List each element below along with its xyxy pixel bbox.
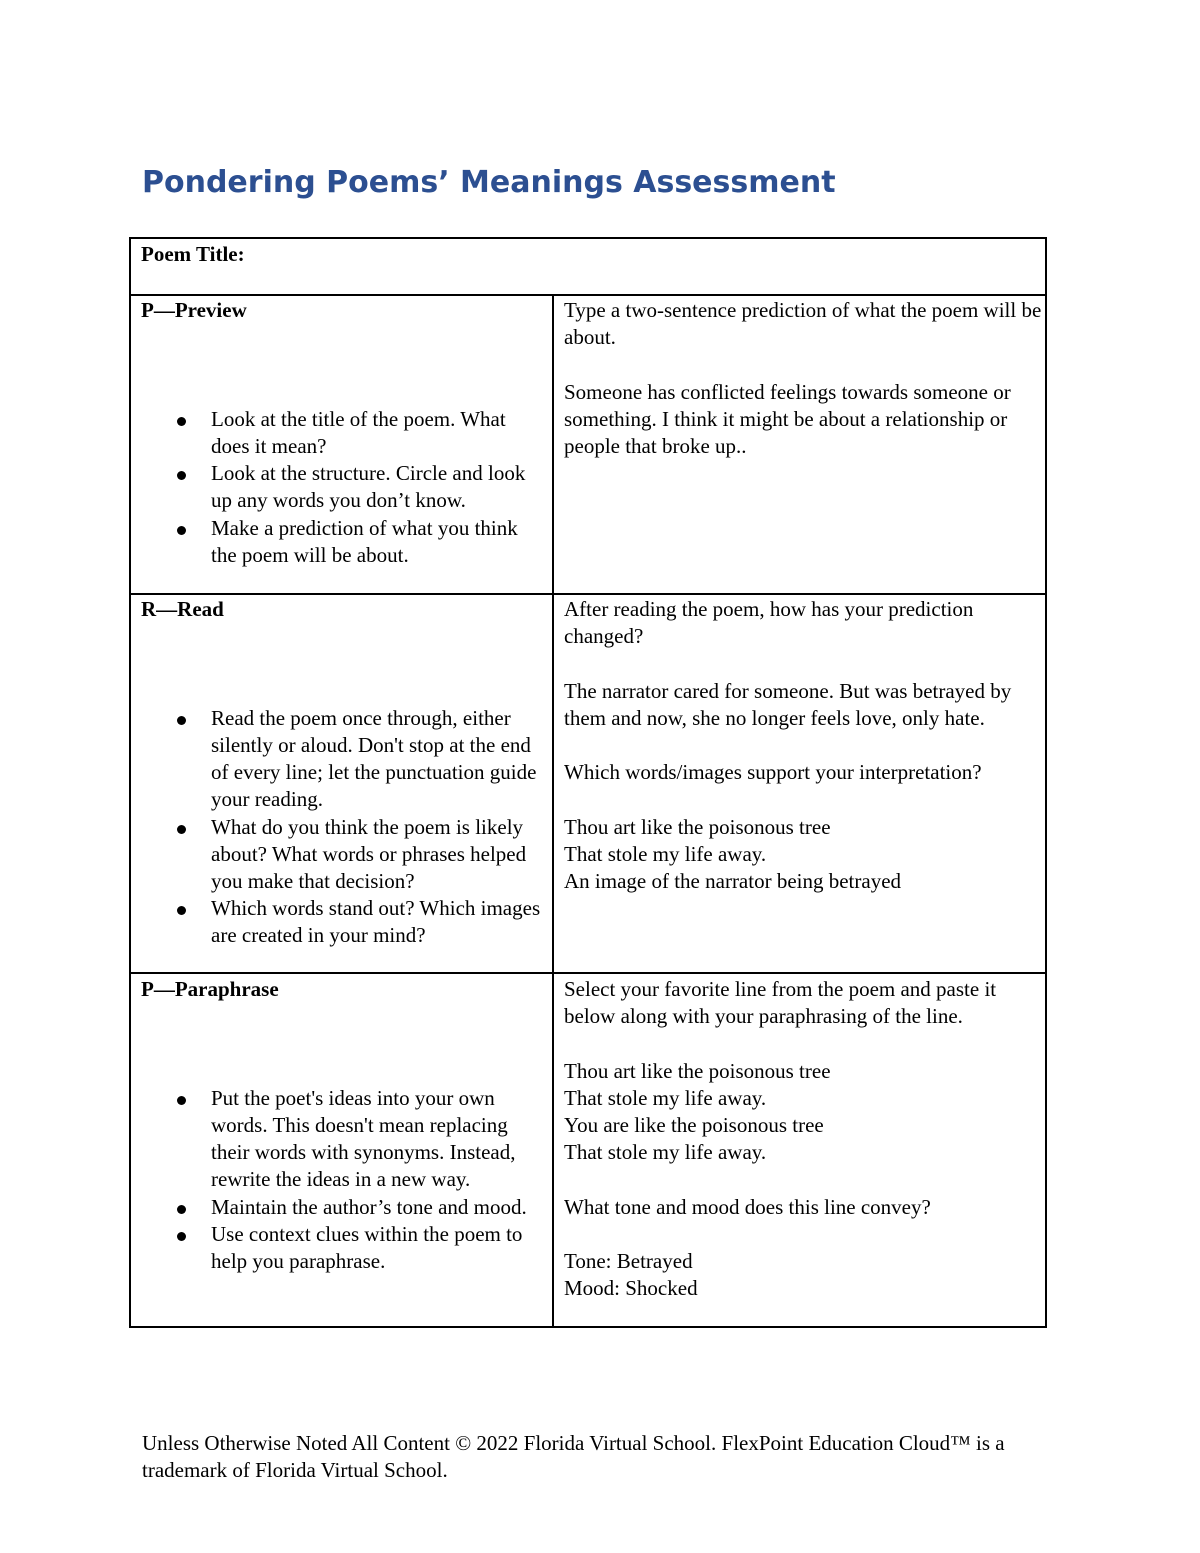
list-item: Maintain the author’s tone and mood. [141,1194,546,1221]
mood-answer: Mood: Shocked [564,1276,698,1301]
list-item: Make a prediction of what you think the poem will be about. [141,515,546,569]
read-instructions-cell [141,596,546,950]
read-prompt: After reading the poem, how has your prediction changed? [564,597,974,649]
paraphrase-instructions-cell [141,976,546,1275]
list-item: Use context clues within the poem to help you paraphrase. [141,1221,546,1275]
column-divider [552,294,554,1328]
list-item: Read the poem once through, either silently or aloud. Don't stop at the end of every line; let the punctuation guide your reading. [141,705,546,814]
read-support-line: Thou art like the poisonous tree [564,814,831,839]
paraphrase-line: Thou art like the poisonous tree [564,1058,831,1083]
read-support-line: An image of the narrator being betrayed [564,868,902,893]
read-response-cell[interactable] [564,596,1042,895]
table-divider [129,593,1047,595]
preview-answer: Someone has conflicted feelings towards someone or something. I think it might be about a relationship or people that broke up.. [564,379,1011,458]
paraphrase-bullet-list [141,1085,546,1275]
row-label-preview: P—Preview [141,298,247,322]
preview-bullet-list [141,406,546,569]
read-answer: The narrator cared for someone. But was betrayed by them and now, she no longer feels love, only hate. [564,678,1012,730]
poem-title-cell[interactable] [141,241,1021,268]
preview-instructions-cell [141,297,546,569]
table-divider [129,294,1047,296]
list-item: Look at the title of the poem. What does it mean? [141,406,546,460]
list-item: What do you think the poem is likely about? What words or phrases helped you make that decision? [141,814,546,896]
tone-answer: Tone: Betrayed [564,1248,693,1273]
tone-mood-prompt: What tone and mood does this line convey? [564,1194,931,1219]
read-support-line: That stole my life away. [564,841,767,866]
preview-prompt: Type a two-sentence prediction of what the poem will be about. [564,298,1042,350]
paraphrase-prompt: Select your favorite line from the poem and paste it below along with your paraphrasing of the line. [564,977,997,1029]
poem-title-label: Poem Title: [141,242,245,266]
preview-response-cell[interactable] [564,297,1042,460]
row-label-paraphrase: P—Paraphrase [141,977,279,1001]
copyright-footer: Unless Otherwise Noted All Content © 2022 Florida Virtual School. FlexPoint Education Cloud™ is a trademark of Florida Virtual School. [142,1431,1005,1482]
list-item: Which words stand out? Which images are created in your mind? [141,895,546,949]
table-divider [129,972,1047,974]
row-label-read: R—Read [141,597,224,621]
read-support-prompt: Which words/images support your interpretation? [564,760,982,785]
paraphrase-line: That stole my life away. [564,1140,767,1165]
paraphrase-response-cell[interactable] [564,976,1042,1302]
paraphrase-line: That stole my life away. [564,1085,767,1110]
read-bullet-list [141,705,546,950]
list-item: Put the poet's ideas into your own words. This doesn't mean replacing their words with synonyms. Instead, rewrite the ideas in a new way. [141,1085,546,1194]
paraphrase-line: You are like the poisonous tree [564,1113,824,1137]
page-title: Pondering Poems’ Meanings Assessment [142,165,836,200]
list-item: Look at the structure. Circle and look up any words you don’t know. [141,460,546,514]
